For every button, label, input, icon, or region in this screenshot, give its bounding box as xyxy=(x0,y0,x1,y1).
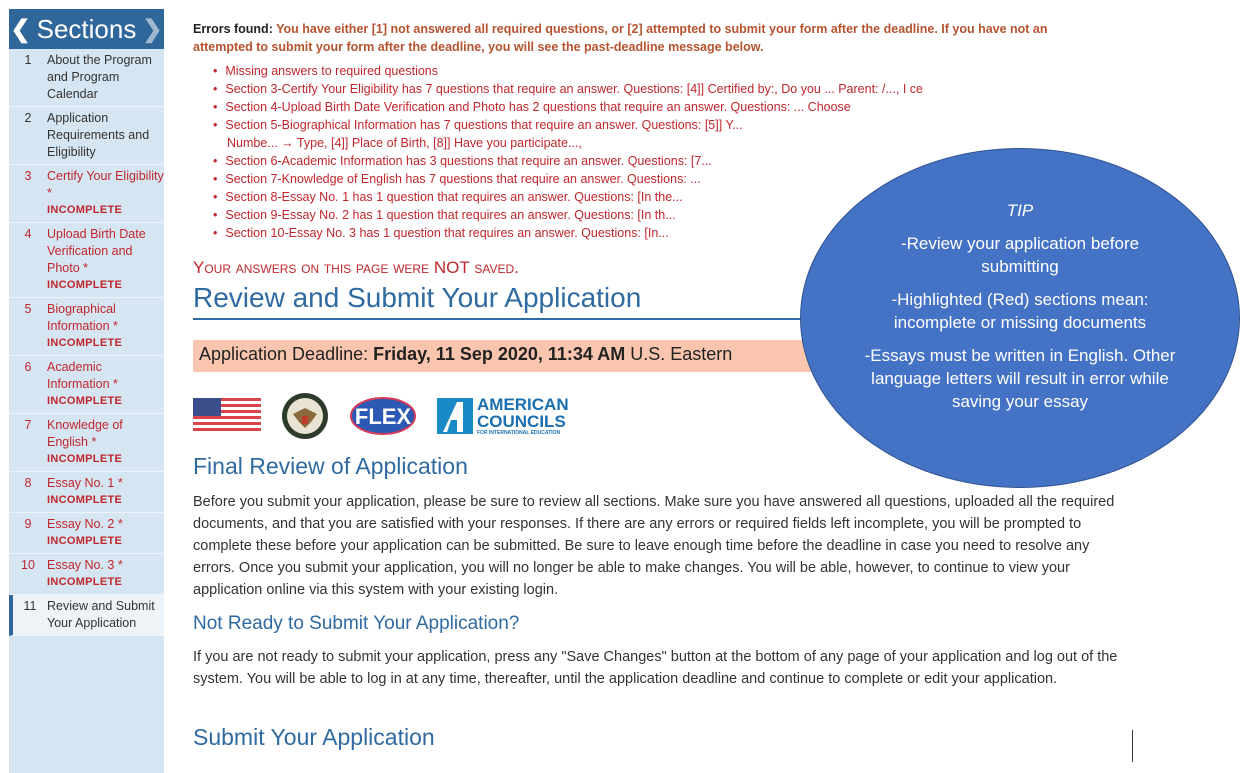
error-item: • Section 7-Knowledge of English has 7 questions that require an answer. Questions: ... xyxy=(213,170,1133,188)
errors-text-2: attempted to submit your form after the deadline, you will see the past-deadline message below. xyxy=(193,40,764,54)
us-flag-logo xyxy=(193,398,261,434)
tip-title: TIP xyxy=(1006,201,1034,220)
status-badge: INCOMPLETE xyxy=(47,576,123,588)
section-label: Knowledge of English * INCOMPLETE xyxy=(47,417,164,468)
american-councils-logo: AMERICAN COUNCILS FOR INTERNATIONAL EDUCATION xyxy=(437,396,569,436)
sidebar-item-11[interactable] xyxy=(9,595,164,636)
error-item: • Section 5-Biographical Information has 7 questions that require an answer. Questions: [5]] Y... xyxy=(213,116,1133,134)
sidebar-item-2[interactable] xyxy=(9,107,164,165)
section-number: 5 xyxy=(24,302,32,316)
chevron-right-icon[interactable]: ❯ xyxy=(142,15,163,43)
section-number: 6 xyxy=(24,360,32,374)
final-review-text: Before you submit your application, please be sure to review all sections. Make sure you have answered all questions, uploaded all the required documents, and that you are satisfied with your responses. If there are any errors or required fields left incomplete, you will be prompted to complete these before your application can be submitted. Be sure to leave enough time before the deadline in case you need to resolve any errors. Once you submit your application, you will no longer be able to make changes. You will be able, however, to continue to view your application online via this system with your existing login. xyxy=(193,494,1115,598)
sidebar-item-9[interactable] xyxy=(9,513,164,554)
sidebar-header xyxy=(9,9,164,49)
section-number: 2 xyxy=(24,111,32,125)
deadline-banner: Application Deadline: Friday, 11 Sep 2020, 11:34 AM U.S. Eastern xyxy=(193,340,1133,372)
section-label: Biographical Information * INCOMPLETE xyxy=(47,301,164,352)
status-badge: INCOMPLETE xyxy=(47,279,123,291)
error-item: • Section 3-Certify Your Eligibility has 7 questions that require an answer. Questions: [4]] Certified by:, Do you ... Parent: /..., I ce xyxy=(213,80,1133,98)
error-item: • Section 10-Essay No. 3 has 1 question that requires an answer. Questions: [In... xyxy=(213,224,1133,242)
section-number: 11 xyxy=(23,599,37,613)
final-review-heading: Final Review of Application xyxy=(193,453,468,479)
sidebar-item-3[interactable] xyxy=(9,165,164,223)
chevron-left-icon[interactable]: ❮ xyxy=(10,15,31,43)
error-item: • Section 6-Academic Information has 3 questions that require an answer. Questions: [7... xyxy=(213,152,1133,170)
error-item: • Missing answers to required questions xyxy=(213,62,1133,80)
tip-line: -Highlighted (Red) sections mean: incomplete or missing documents xyxy=(891,290,1149,332)
errors-text: You have either [1] not answered all required questions, or [2] attempted to submit your form after the deadline. If you have not an xyxy=(272,22,1048,36)
section-number: 7 xyxy=(24,418,32,432)
section-number: 8 xyxy=(24,476,32,490)
error-item: • Section 4-Upload Birth Date Verification and Photo has 2 questions that require an answer. Questions: ... Choose xyxy=(213,98,1133,116)
section-label: Certify Your Eligibility * INCOMPLETE xyxy=(47,168,164,219)
tip-line: -Essays must be written in English. Other language letters will result in error while saving your essay xyxy=(864,346,1176,411)
tip-callout xyxy=(800,148,1240,488)
section-label: Academic Information * INCOMPLETE xyxy=(47,359,164,410)
section-number: 10 xyxy=(21,558,35,572)
sidebar-item-10[interactable] xyxy=(9,554,164,595)
sidebar-item-4[interactable] xyxy=(9,223,164,298)
submit-heading: Submit Your Application xyxy=(193,724,435,750)
text-cursor xyxy=(1132,730,1133,762)
page-title: Review and Submit Your Application xyxy=(193,282,1133,320)
svg-text:FLEX: FLEX xyxy=(354,404,412,429)
section-label: Essay No. 1 * INCOMPLETE xyxy=(47,475,123,509)
sections-sidebar xyxy=(9,9,164,773)
status-badge: INCOMPLETE xyxy=(47,494,123,506)
sidebar-item-1[interactable] xyxy=(9,49,164,107)
section-label: Application Requirements and Eligibility xyxy=(47,111,150,159)
flex-logo xyxy=(349,394,417,438)
section-number: 9 xyxy=(24,517,32,531)
status-badge: INCOMPLETE xyxy=(47,535,123,547)
section-number: 3 xyxy=(24,169,32,183)
not-ready-heading: Not Ready to Submit Your Application? xyxy=(193,613,520,634)
sidebar-item-7[interactable] xyxy=(9,414,164,472)
sidebar-title: Sections xyxy=(36,13,137,44)
error-item: Numbe... → Type, [4]] Place of Birth, [8]] Have you participate..., xyxy=(227,136,582,150)
error-item: • Section 9-Essay No. 2 has 1 question that requires an answer. Questions: [In th... xyxy=(213,206,1133,224)
section-label: About the Program and Program Calendar xyxy=(47,53,152,101)
error-item: • Section 8-Essay No. 1 has 1 question that requires an answer. Questions: [In the... xyxy=(213,188,1133,206)
errors-label: Errors found: xyxy=(193,22,273,36)
status-badge: INCOMPLETE xyxy=(47,453,123,465)
tip-line: -Review your application before submitting xyxy=(900,234,1140,276)
state-dept-seal-logo xyxy=(281,392,329,440)
status-badge: INCOMPLETE xyxy=(47,395,123,407)
not-saved-warning: Your answers on this page were NOT saved. xyxy=(193,258,519,277)
section-number: 1 xyxy=(24,53,32,67)
status-badge: INCOMPLETE xyxy=(47,204,123,216)
sidebar-item-6[interactable] xyxy=(9,356,164,414)
section-label: Essay No. 3 * INCOMPLETE xyxy=(47,557,123,591)
status-badge: INCOMPLETE xyxy=(47,337,123,349)
section-label: Review and Submit Your Application xyxy=(47,599,155,630)
sidebar-item-8[interactable] xyxy=(9,472,164,513)
section-number: 4 xyxy=(24,227,32,241)
sidebar-item-5[interactable] xyxy=(9,298,164,356)
section-label: Upload Birth Date Verification and Photo * INCOMPLETE xyxy=(47,226,164,294)
errors-message xyxy=(193,20,1133,56)
section-label: Essay No. 2 * INCOMPLETE xyxy=(47,516,123,550)
not-ready-text: If you are not ready to submit your application, press any "Save Changes" button at the bottom of any page of your application and log out of the system. You will be able to log in at any time, thereafter, until the application deadline and continue to complete or edit your application. xyxy=(193,649,1118,687)
logos xyxy=(193,392,569,440)
